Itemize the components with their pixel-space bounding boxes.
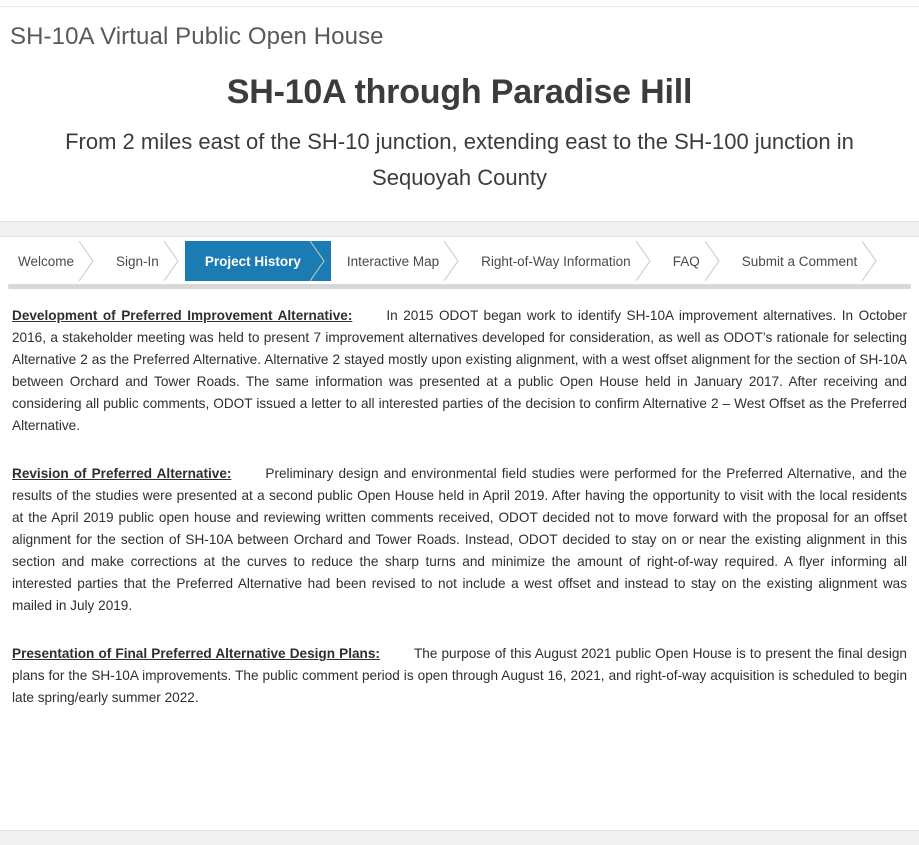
nav-item-sign-in[interactable] [100, 241, 185, 281]
content-paragraph [12, 643, 907, 709]
nav-item-label: Sign-In [116, 253, 159, 269]
nav-item-label: FAQ [672, 253, 700, 269]
chevron-right-icon [636, 241, 658, 281]
hero-divider [0, 221, 919, 237]
chevron-right-icon [862, 241, 884, 281]
nav-underline-bar [8, 284, 911, 289]
section-body: Preliminary design and environmental field studies were performed for the Preferred Alternative, and the results of the studies were presented at a second public Open House held in April 2019. After having the opportunity to visit with the local residents at the April 2019 public open house and reviewing written comments received, ODOT decided not to move forward with the proposal for an offset alignment for the section of SH-10A between Orchard and Tower Roads. Instead, ODOT decided to stay on or near the existing alignment in this section and make corrections at the curves to reduce the sharp turns and minimize the amount of right-of-way required. A flyer informing all interested parties that the Preferred Alternative had been revised to not include a west offset and instead to stay on the existing alignment was mailed in July 2019. [12, 466, 907, 614]
page-subtitle: From 2 miles east of the SH-10 junction, extending east to the SH-100 junction in Sequoyah County [65, 129, 854, 190]
nav-item-label: Welcome [18, 253, 75, 269]
site-title: SH-10A Virtual Public Open House [10, 23, 384, 50]
nav-item-label: Right-of-Way Information [481, 253, 631, 269]
section-body: The purpose of this August 2021 public Open House is to present the final design plans for the SH-10A improvements. The public comment period is open through August 16, 2021, and right-of-way acquisition is scheduled to begin late spring/early summer 2022. [12, 646, 907, 706]
content-paragraph [12, 305, 907, 437]
page-title: SH-10A through Paradise Hill [226, 73, 693, 111]
section-heading: Development of Preferred Improvement Alternative: [12, 308, 353, 324]
nav-item-submit-a-comment[interactable] [726, 241, 884, 281]
nav-item-right-of-way-information[interactable] [465, 241, 657, 281]
hero-banner [0, 57, 919, 221]
nav-item-label: Interactive Map [346, 253, 440, 269]
breadcrumb-nav [0, 241, 919, 291]
nav-item-label: Project History [204, 253, 301, 269]
nav-item-project-history[interactable] [185, 241, 331, 281]
chevron-right-icon [310, 241, 332, 281]
chevron-right-icon [444, 241, 466, 281]
chevron-right-icon [79, 241, 101, 281]
nav-item-label: Submit a Comment [741, 253, 858, 269]
nav-item-interactive-map[interactable] [331, 241, 465, 281]
nav-item-welcome[interactable] [2, 241, 100, 281]
nav-item-faq[interactable] [657, 241, 726, 281]
chevron-right-icon [164, 241, 186, 281]
section-heading: Revision of Preferred Alternative: [12, 466, 232, 482]
content-paragraph [12, 463, 907, 617]
section-body: In 2015 ODOT began work to identify SH-10A improvement alternatives. In October 2016, a stakeholder meeting was held to present 7 improvement alternatives developed for consideration, as well as ODOT’s rationale for selecting Alternative 2 as the Preferred Alternative. Alternative 2 stayed mostly upon existing alignment, with a west offset alignment for the section of SH-10A between Orchard and Tower Roads. The same information was presented at a public Open House held in January 2017. After receiving and considering all public comments, ODOT issued a letter to all interested parties of the decision to confirm Alternative 2 – West Offset as the Preferred Alternative. [12, 308, 907, 434]
top-divider [0, 0, 919, 7]
chevron-right-icon [705, 241, 727, 281]
bottom-divider [0, 830, 919, 845]
section-heading: Presentation of Final Preferred Alternative Design Plans: [12, 646, 380, 662]
main-content [0, 291, 919, 709]
